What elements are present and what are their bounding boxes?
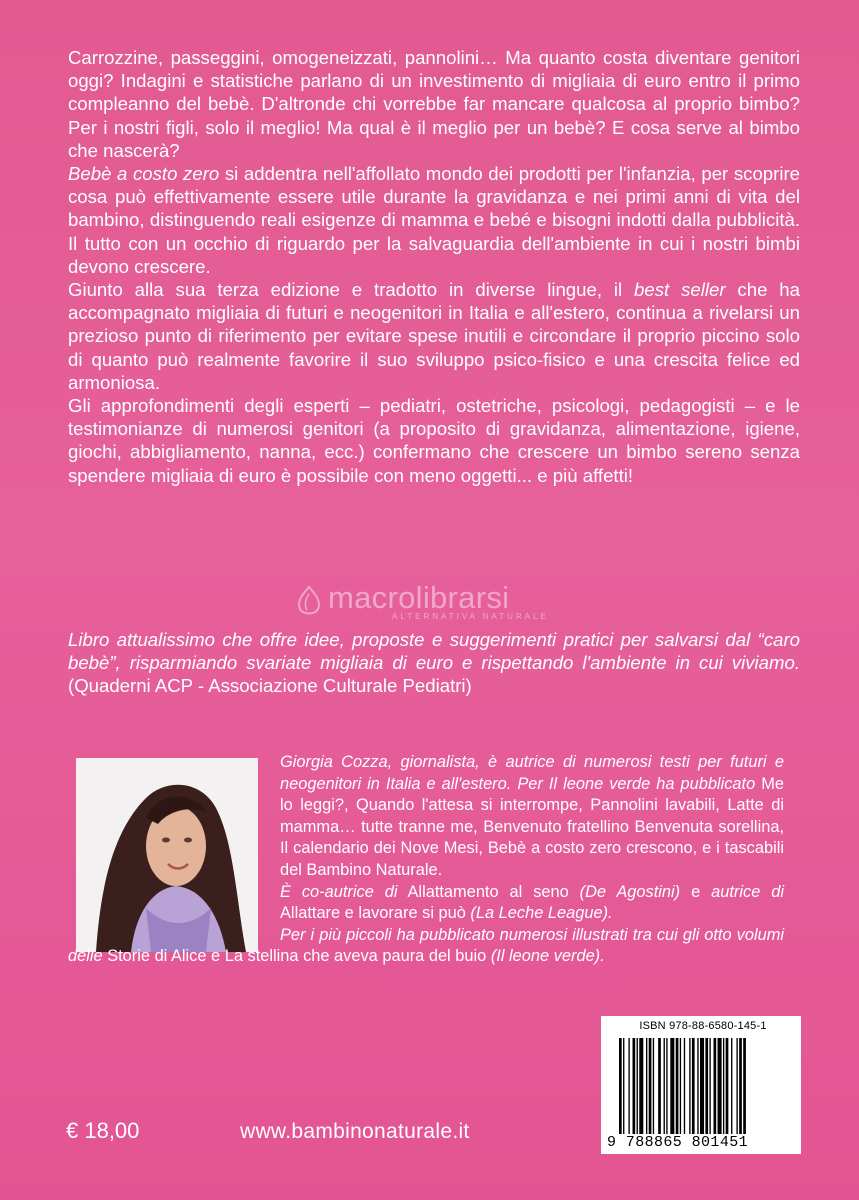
blurb-paragraph-3-rest: che ha accompagnato migliaia di futuri e neogenitori in Italia e all'estero, continua a rivelarsi un prezioso punto di riferimento per evitare spese inutili e circondare il proprio piccino solo di quanto può realmente favorire il suo sviluppo psico-fisico e una crescita felice ed armoniosa. xyxy=(68,279,800,393)
bio-coauthor-title: Allattamento al seno xyxy=(397,882,580,901)
blurb-paragraph-2 xyxy=(68,162,800,278)
website-url: www.bambinonaturale.it xyxy=(240,1120,470,1143)
watermark-tagline: ALTERNATIVA NATURALE xyxy=(392,612,549,621)
barcode-bar xyxy=(684,1038,685,1134)
bio-author-publisher: (La Leche League). xyxy=(470,904,613,923)
barcode-bar xyxy=(619,1038,622,1134)
watermark-name: macrolibrarsi xyxy=(328,580,510,615)
isbn-label: ISBN 978-88-6580-145-1 xyxy=(639,1020,767,1032)
barcode-bar xyxy=(639,1038,643,1134)
bio-author-title: Allattare e lavorare si può xyxy=(280,904,471,923)
leaf-drop-icon xyxy=(292,584,326,618)
barcode-bars xyxy=(619,1038,789,1134)
best-seller-text: best seller xyxy=(634,279,726,301)
barcode-bar xyxy=(658,1038,661,1134)
bio-kids-titles: Storie di Alice e La stellina che aveva paura del buio xyxy=(102,947,491,966)
blurb-paragraph-4: Gli approfondimenti degli esperti – pediatri, ostetriche, psicologi, pedagogisti – e le testimonianze di numerosi genitori (a proposito di gravidanza, alimentazione, igiene, giochi, abbigliamento, nanna, ecc.) confermano che crescere un bimbo sereno senza spendere migliaia di euro è possibile con meno oggetti... e più affetti! xyxy=(68,395,800,486)
blurb-paragraph-3-start: Giunto alla sua terza edizione e tradotto in diverse lingue, il xyxy=(68,279,635,301)
author-bio xyxy=(68,752,784,968)
barcode-bar xyxy=(723,1038,724,1134)
barcode-bar xyxy=(649,1038,652,1134)
blurb-paragraph-2-text: si addentra nell'affollato mondo dei prodotti per l'infanzia, per scoprire cosa può effettivamente essere utile durante la gravidanza e nei primi anni di vita del bambino, distinguendo reali esigenze di mamma e bebé e bisogni indotti dalla pubblicità. Il tutto con un occhio di riguardo per la salvaguardia dell'ambiente in cui i nostri bimbi devono crescere. xyxy=(68,163,800,277)
barcode-bar xyxy=(709,1038,710,1134)
review-quote xyxy=(68,628,800,698)
barcode-bar xyxy=(653,1038,654,1134)
barcode-bar xyxy=(664,1038,665,1134)
book-title: Bebè a costo zero xyxy=(68,163,220,185)
barcode-bar xyxy=(689,1038,690,1134)
bio-author-label: autrice di xyxy=(711,882,784,901)
barcode-bar xyxy=(705,1038,708,1134)
bio-and: e xyxy=(680,882,712,901)
photo-spacer xyxy=(68,752,280,946)
barcode-bar xyxy=(692,1038,695,1134)
barcode-bar xyxy=(637,1038,638,1134)
bio-coauthor-publisher: (De Agostini) xyxy=(579,882,681,901)
barcode-bar xyxy=(739,1038,742,1134)
barcode-bar xyxy=(736,1038,737,1134)
review-source: (Quaderni ACP - Associazione Culturale Pediatri) xyxy=(68,675,472,697)
blurb-text xyxy=(68,46,800,487)
bio-coauthor-label: È co-autrice di xyxy=(280,882,398,901)
barcode-bar xyxy=(718,1038,722,1134)
macrolibrarsi-watermark xyxy=(292,582,612,626)
barcode-bar xyxy=(743,1038,746,1134)
price: € 18,00 xyxy=(66,1118,140,1143)
barcode-bar xyxy=(676,1038,679,1134)
blurb-paragraph-3 xyxy=(68,278,800,394)
barcode-bar xyxy=(731,1038,732,1134)
barcode-bar xyxy=(670,1038,674,1134)
bio-intro: Giorgia Cozza, giornalista, è autrice di numerosi testi per futuri e neogenitori in Italia e all'estero. Per Il leone verde ha pubblicato xyxy=(280,753,784,793)
barcode-bar xyxy=(623,1038,624,1134)
bio-titles: Me lo leggi?, Quando l'attesa si interrompe, Pannolini lavabili, Latte di mamma… tutte tranne me, Benvenuto fratellino Benvenuta sorellina, Il calendario dei Nove Mesi, Bebè a costo zero crescono, e i tascabili del Bambino Naturale. xyxy=(280,774,784,879)
blurb-paragraph-1: Carrozzine, passeggini, omogeneizzati, pannolini… Ma quanto costa diventare genitori oggi? Indagini e statistiche parlano di un investimento di migliaia di euro entro il primo compleanno del bebè. D'altronde chi vorrebbe far mancare qualcosa al proprio bimbo? Per i nostri figli, solo il meglio! Ma qual è il meglio per un bebè? E cosa serve al bimbo che nascerà? xyxy=(68,47,800,161)
barcode-bar xyxy=(633,1038,636,1134)
barcode-bar xyxy=(714,1038,717,1134)
barcode-digits: 9 788865 801451 xyxy=(607,1134,749,1151)
review-text: Libro attualissimo che offre idee, proposte e suggerimenti pratici per salvarsi dal “caro bebè”, risparmiando svariate migliaia di euro e rispettando l'ambiente in cui viviamo. xyxy=(68,629,800,674)
barcode xyxy=(601,1016,801,1154)
barcode-bar xyxy=(700,1038,704,1134)
barcode-bar xyxy=(697,1038,698,1134)
barcode-bar xyxy=(666,1038,667,1134)
bio-kids-publisher: (Il leone verde). xyxy=(490,947,605,966)
barcode-bar xyxy=(628,1038,629,1134)
barcode-bar xyxy=(646,1038,647,1134)
bio-kids-intro: Per i più piccoli ha pubblicato numerosi illustrati tra cui gli otto volumi delle xyxy=(68,925,784,966)
barcode-bar xyxy=(680,1038,681,1134)
barcode-bar xyxy=(726,1038,729,1134)
